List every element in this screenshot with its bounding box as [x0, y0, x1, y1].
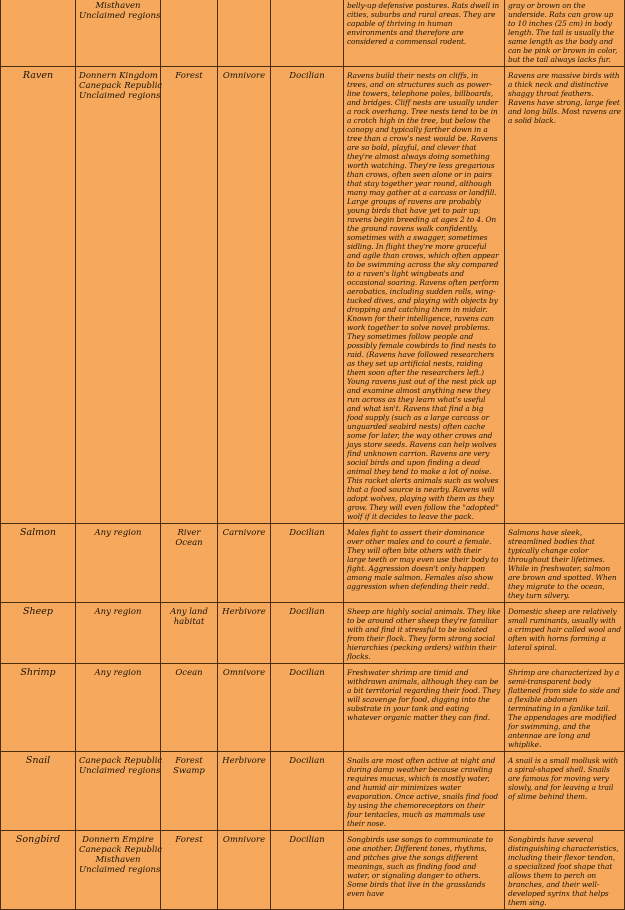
diet-cell: Herbivore — [218, 752, 271, 831]
habitat-item: Forest — [175, 756, 203, 766]
diet-cell — [218, 0, 271, 67]
behavior-cell: belly-up defensive postures. Rats dwell in cities, suburbs and rural areas. They are capable of thriving in human environments and therefore are considered a commensal rodent. — [344, 0, 505, 67]
habitat-cell — [161, 831, 218, 910]
species-name: Sheep — [1, 603, 76, 664]
behavior-cell: Ravens build their nests on cliffs, in trees, and on structures such as power-line towers, telephone poles, billboards, and bridges. Cliff nests are usually under a rock overhang. Tree nests tend to be in a crotch high in the tree, but below the canopy and typically farther down in a tree than a crow's nest would be. Ravens are so bold, playful, and clever that they're almost always doing something worth watching. They're less gregarious than crows, often seen alone or in pairs that stay together year round, although many may gather at a carcass or landfill. Large groups of ravens are probably young birds that have yet to pair up; ravens begin breeding at ages 2 to 4. On the ground ravens walk confidently, sometimes with a swagger, sometimes sidling. In flight they're more graceful and agile than crows, which often appear to be swimming across the sky compared to a raven's light wingbeats and occasional soaring. Ravens often perform aerobatics, including sudden rolls, wing-tucked dives, and playing with objects by dropping and catching them in midair. Known for their intelligence, ravens can work together to solve novel problems. They sometimes follow people and possibly female cowbirds to find nests to raid. (Ravens have followed researchers as they set up artificial nests, raiding them soon after the researchers left.) Young ravens just out of the nest pick up and examine almost anything new they run across as they learn what's useful and what isn't. Ravens that find a big food supply (such as a large carcass or unguarded seabird nests) often cache some for later, the way other crows and jays store seeds. Ravens can help wolves find unknown carrion. Ravens are very social birds and upon finding a dead animal they tend to make a lot of noise. This racket alerts animals such as wolves that a food source is nearby. Ravens will adopt wolves, playing with them as they grow. They will even follow the "adopted" wolf if it decides to leave the pack. — [344, 67, 505, 524]
region-item: Unclaimed regions — [79, 11, 161, 21]
regions-cell — [76, 0, 161, 67]
appearance-cell: Ravens are massive birds with a thick neck and distinctive shaggy throat feathers. Ravens have strong, large feet and long bills. Most ravens are a solid black. — [505, 67, 625, 524]
region-item: Misthaven — [95, 855, 141, 865]
region-item: Unclaimed regions — [79, 766, 161, 776]
appearance-cell: A snail is a small mollusk with a spiral-shaped shell. Snails are famous for moving very slowly, and for leaving a trail of slime behind them. — [505, 752, 625, 831]
habitat-cell — [161, 0, 218, 67]
species-table-body — [1, 0, 625, 910]
habitat-item: Ocean — [175, 668, 203, 678]
regions-cell — [76, 664, 161, 752]
diet-cell: Omnivore — [218, 664, 271, 752]
region-item: Canepack Republic — [79, 845, 163, 855]
temperament-cell: Docilian — [271, 831, 344, 910]
region-item: Any region — [94, 607, 142, 617]
habitat-cell — [161, 664, 218, 752]
region-item: Unclaimed regions — [79, 91, 161, 101]
table-row — [1, 664, 625, 752]
diet-cell: Omnivore — [218, 831, 271, 910]
behavior-cell: Songbirds use songs to communicate to one another. Different tones, rhythms, and pitches give the songs different meanings, such as finding food and water, or signaling danger to others. Some birds that live in the grasslands even have — [344, 831, 505, 910]
temperament-cell: Docilian — [271, 664, 344, 752]
diet-cell: Omnivore — [218, 67, 271, 524]
behavior-cell: Snails are most often active at night and during damp weather because crawling requires mucus, which is mostly water, and humid air minimizes water evaporation. Once active, snails find food by using the chemoreceptors on their four tentacles, much as mammals use their nose. — [344, 752, 505, 831]
temperament-cell: Docilian — [271, 603, 344, 664]
table-row — [1, 67, 625, 524]
habitat-item: Forest — [175, 71, 203, 81]
appearance-cell: Songbirds have several distinguishing characteristics, including their flexor tendon, a specialized foot shape that allows them to perch on branches, and their well-developed syrinx that helps them sing. — [505, 831, 625, 910]
table-row — [1, 831, 625, 910]
behavior-cell: Males fight to assert their dominance over other males and to court a female. They will often bite others with their large teeth or may even use their body to fight. Aggression doesn't only happen among male salmon. Females also show aggression when defending their redd. — [344, 524, 505, 603]
table-row — [1, 0, 625, 67]
regions-cell — [76, 524, 161, 603]
behavior-cell: Sheep are highly social animals. They like to be around other sheep they're familiar with and find it stressful to be isolated from their flock. They form strong social hierarchies (pecking orders) within their flocks. — [344, 603, 505, 664]
temperament-cell — [271, 0, 344, 67]
habitat-cell — [161, 524, 218, 603]
region-item: Misthaven — [95, 1, 141, 11]
species-name: Snail — [1, 752, 76, 831]
behavior-cell: Freshwater shrimp are timid and withdrawn animals, although they can be a bit territorial regarding their food. They will scavenge for food, digging into the substrate in your tank and eating whatever organic matter they can find. — [344, 664, 505, 752]
species-name — [1, 0, 76, 67]
appearance-cell: Shrimp are characterized by a semi-transparent body flattened from side to side and a flexible abdomen terminating in a fanlike tail. The appendages are modified for swimming, and the antennae are long and whiplike. — [505, 664, 625, 752]
table-row — [1, 524, 625, 603]
regions-cell — [76, 752, 161, 831]
habitat-item: Forest — [175, 835, 203, 845]
species-name: Salmon — [1, 524, 76, 603]
habitat-item: Any land — [170, 607, 208, 617]
species-name: Shrimp — [1, 664, 76, 752]
species-name: Songbird — [1, 831, 76, 910]
species-name: Raven — [1, 67, 76, 524]
temperament-cell: Docilian — [271, 524, 344, 603]
habitat-item: Swamp — [173, 766, 205, 776]
diet-cell: Herbivore — [218, 603, 271, 664]
region-item: Donnern Kingdom — [79, 71, 158, 81]
table-row — [1, 603, 625, 664]
habitat-item: River — [177, 528, 201, 538]
region-item: Any region — [94, 668, 142, 678]
regions-cell — [76, 67, 161, 524]
region-item: Unclaimed regions — [79, 865, 161, 875]
appearance-cell: Salmons have sleek, streamlined bodies that typically change color throughout their lifetimes. While in freshwater, salmon are brown and spotted. When they migrate to the ocean, they turn silvery. — [505, 524, 625, 603]
table-row — [1, 752, 625, 831]
habitat-cell — [161, 603, 218, 664]
region-item: Canepack Republic — [79, 756, 163, 766]
temperament-cell: Docilian — [271, 67, 344, 524]
regions-cell — [76, 603, 161, 664]
region-item: Any region — [94, 528, 142, 538]
habitat-item: Ocean — [175, 538, 203, 548]
habitat-cell — [161, 752, 218, 831]
diet-cell: Carnivore — [218, 524, 271, 603]
appearance-cell: gray or brown on the underside. Rats can grow up to 10 inches (25 cm) in body length. The tail is usually the same length as the body and can be pink or brown in color, but the tail always lacks fur. — [505, 0, 625, 67]
regions-cell — [76, 831, 161, 910]
habitat-cell — [161, 67, 218, 524]
appearance-cell: Domestic sheep are relatively small ruminants, usually with a crimped hair called wool and often with horns forming a lateral spiral. — [505, 603, 625, 664]
region-item: Canepack Republic — [79, 81, 163, 91]
region-item: Donnern Empire — [82, 835, 154, 845]
habitat-item: habitat — [173, 617, 205, 627]
temperament-cell: Docilian — [271, 752, 344, 831]
